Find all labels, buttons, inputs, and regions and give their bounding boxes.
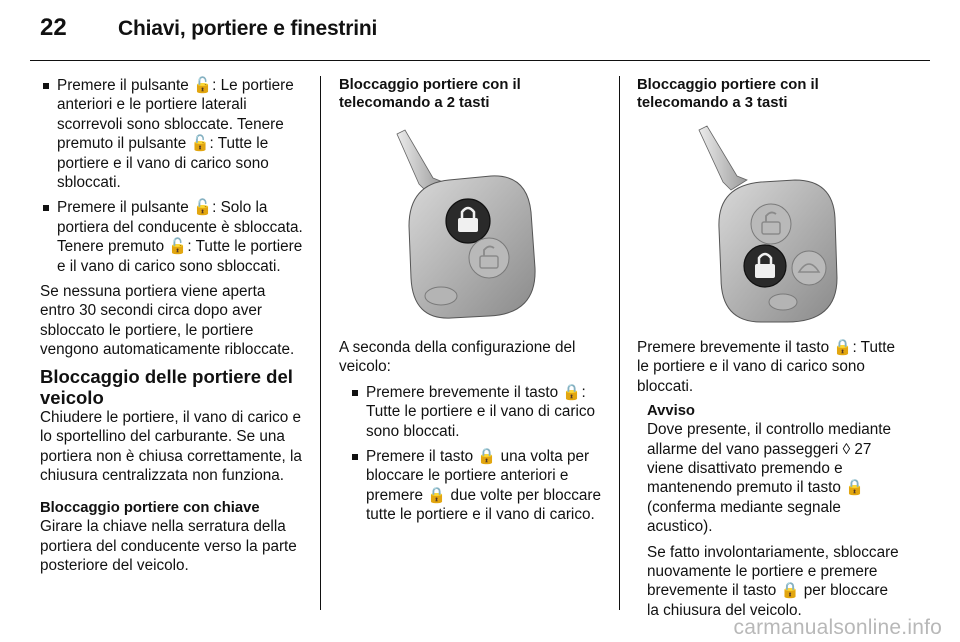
bullet-item: Premere il tasto 🔒 una volta per bloccare le portiere anteriori e premere 🔒 due volte per bloccare tutte le portiere e il vano di carico. (349, 447, 605, 525)
bullet-list (339, 383, 605, 525)
page-header (40, 14, 377, 42)
section-heading: Bloccaggio delle portiere del veicolo (40, 365, 293, 408)
key-ring-button (769, 294, 797, 310)
paragraph: Chiudere le portiere, il vano di carico e lo sportellino del carburante. Se una portiera non è chiusa correttamente, la chiusura centralizzata non funziona. (40, 408, 302, 484)
column-divider (619, 76, 620, 610)
subheading: Bloccaggio portiere con chiave (40, 500, 260, 517)
bullet-item: Premere il pulsante 🔓: Le portiere anteriori e le portiere laterali scorrevoli sono sbloccate. Tenere premuto il pulsante 🔓: Tutte le portiere e il vano di carico sono sbloccati. (40, 76, 304, 192)
column-1 (40, 76, 304, 582)
subheading-line: Bloccaggio portiere con il (637, 77, 819, 93)
column-divider (320, 76, 321, 610)
watermark: carmanualsonline.info (733, 616, 942, 639)
unlock-button-icon (469, 238, 509, 278)
page-number: 22 (40, 14, 67, 41)
bullet-item: Premere il pulsante 🔓: Solo la portiera del conducente è sbloccata. Tenere premuto 🔓: Tutte le portiere e il vano di carico sono sbloccati. (40, 198, 304, 276)
bullet-item: Premere brevemente il tasto 🔒: Tutte le portiere e il vano di carico sono bloccati. (349, 383, 605, 441)
subheading (637, 76, 903, 112)
key-ring-button (425, 287, 457, 305)
header-rule (30, 60, 930, 61)
lock-button-icon (744, 245, 786, 287)
subheading-line: telecomando a 2 tasti (339, 95, 490, 111)
subheading-line: Bloccaggio portiere con il (339, 77, 521, 93)
notice-paragraph: Se fatto involontariamente, sbloccare nuovamente le portiere e premere brevemente il tasto 🔒 per bloccare la chiusura del veicolo. (647, 543, 899, 619)
subheading (339, 76, 605, 112)
subheading-line: telecomando a 3 tasti (637, 95, 788, 111)
paragraph: Se nessuna portiera viene aperta entro 30 secondi circa dopo aver sbloccato le portiere, le portiere vengono automaticamente ribloccate. (40, 283, 295, 359)
column-2 (339, 76, 605, 531)
key-blade-icon (699, 126, 747, 190)
unlock-button-icon (751, 204, 791, 244)
paragraph: Premere brevemente il tasto 🔒: Tutte le portiere e il vano di carico sono bloccati. (637, 339, 895, 395)
paragraph: A seconda della configurazione del veicolo: (339, 339, 576, 376)
trunk-button-icon (792, 251, 826, 285)
page-title: Chiavi, portiere e finestrini (118, 17, 378, 40)
notice-title: Avviso (647, 403, 695, 420)
three-button-remote-illustration (637, 118, 903, 328)
two-button-remote-illustration (339, 118, 605, 328)
column-3 (637, 76, 903, 626)
notice-paragraph: Dove presente, il controllo mediante allarme del vano passeggeri ◊ 27 viene disattivato premendo e mantenendo premuto il tasto 🔒 (conferma mediante segnale acustico). (647, 421, 892, 536)
lock-button-icon (446, 199, 490, 243)
notice-box (637, 402, 903, 620)
paragraph: Girare la chiave nella serratura della portiera del conducente verso la parte posteriore del veicolo. (40, 518, 297, 575)
